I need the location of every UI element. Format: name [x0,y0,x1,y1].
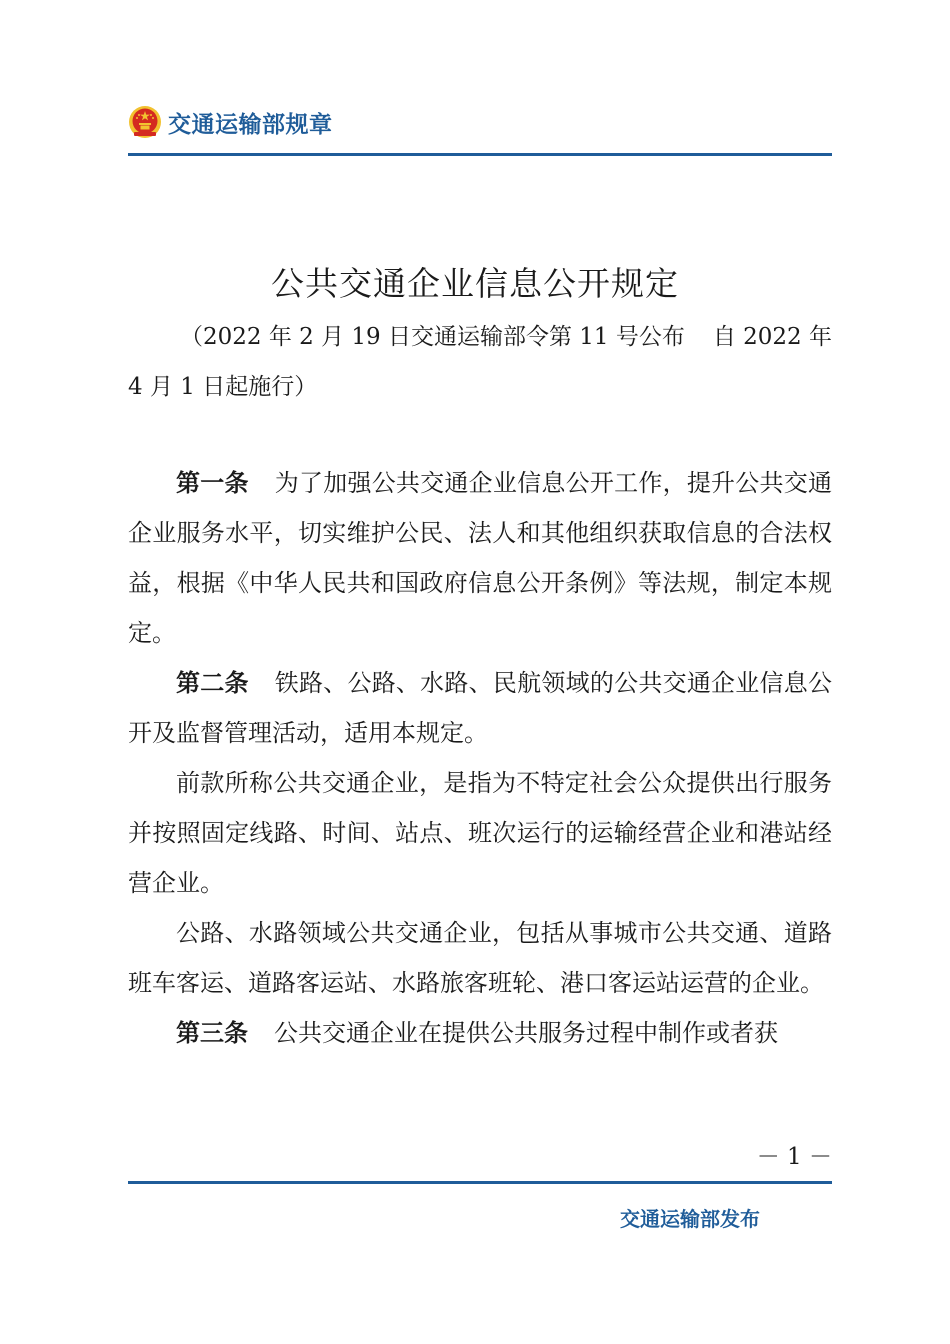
paragraph [128,458,832,658]
subtitle-line2: 4 月 1 日起施行） [128,374,318,400]
footer-publisher: 交通运输部发布 [620,1207,760,1231]
document-body [128,458,832,1058]
footer-divider [128,1181,832,1184]
header-title: 交通运输部规章 [168,111,333,138]
article-number: 第二条 [176,669,249,697]
document-title: 公共交通企业信息公开规定 [271,264,679,303]
document-subtitle [128,312,832,412]
article-number: 第三条 [176,1019,248,1047]
paragraph [128,908,832,1008]
paragraph-text: 公共交通企业在提供公共服务过程中制作或者获 [274,1019,778,1047]
page-number: － 1 － [756,1144,832,1170]
paragraph [128,758,832,908]
subtitle-line1-right: 自 2022 年 [712,324,832,350]
article-number: 第一条 [176,469,249,497]
header-divider [128,153,832,156]
paragraph [128,658,832,758]
subtitle-line1-left: （2022 年 2 月 19 日交通运输部令第 11 号公布 [180,324,685,350]
national-emblem-icon [128,105,162,139]
paragraph-text: 前款所称公共交通企业，是指为不特定社会公众提供出行服务并按照固定线路、时间、站点、班次运行的运输经营企业和港站经营企业。 [128,769,832,897]
paragraph-text: 铁路、公路、水路、民航领域的公共交通企业信息公开及监督管理活动，适用本规定。 [128,669,833,747]
page-header [128,100,333,144]
paragraph-text: 公路、水路领域公共交通企业，包括从事城市公共交通、道路班车客运、道路客运站、水路旅客班轮、港口客运站运营的企业。 [128,919,832,997]
paragraph-text: 为了加强公共交通企业信息公开工作，提升公共交通企业服务水平，切实维护公民、法人和其他组织获取信息的合法权益，根据《中华人民共和国政府信息公开条例》等法规，制定本规定。 [128,469,833,647]
paragraph [128,1008,832,1058]
